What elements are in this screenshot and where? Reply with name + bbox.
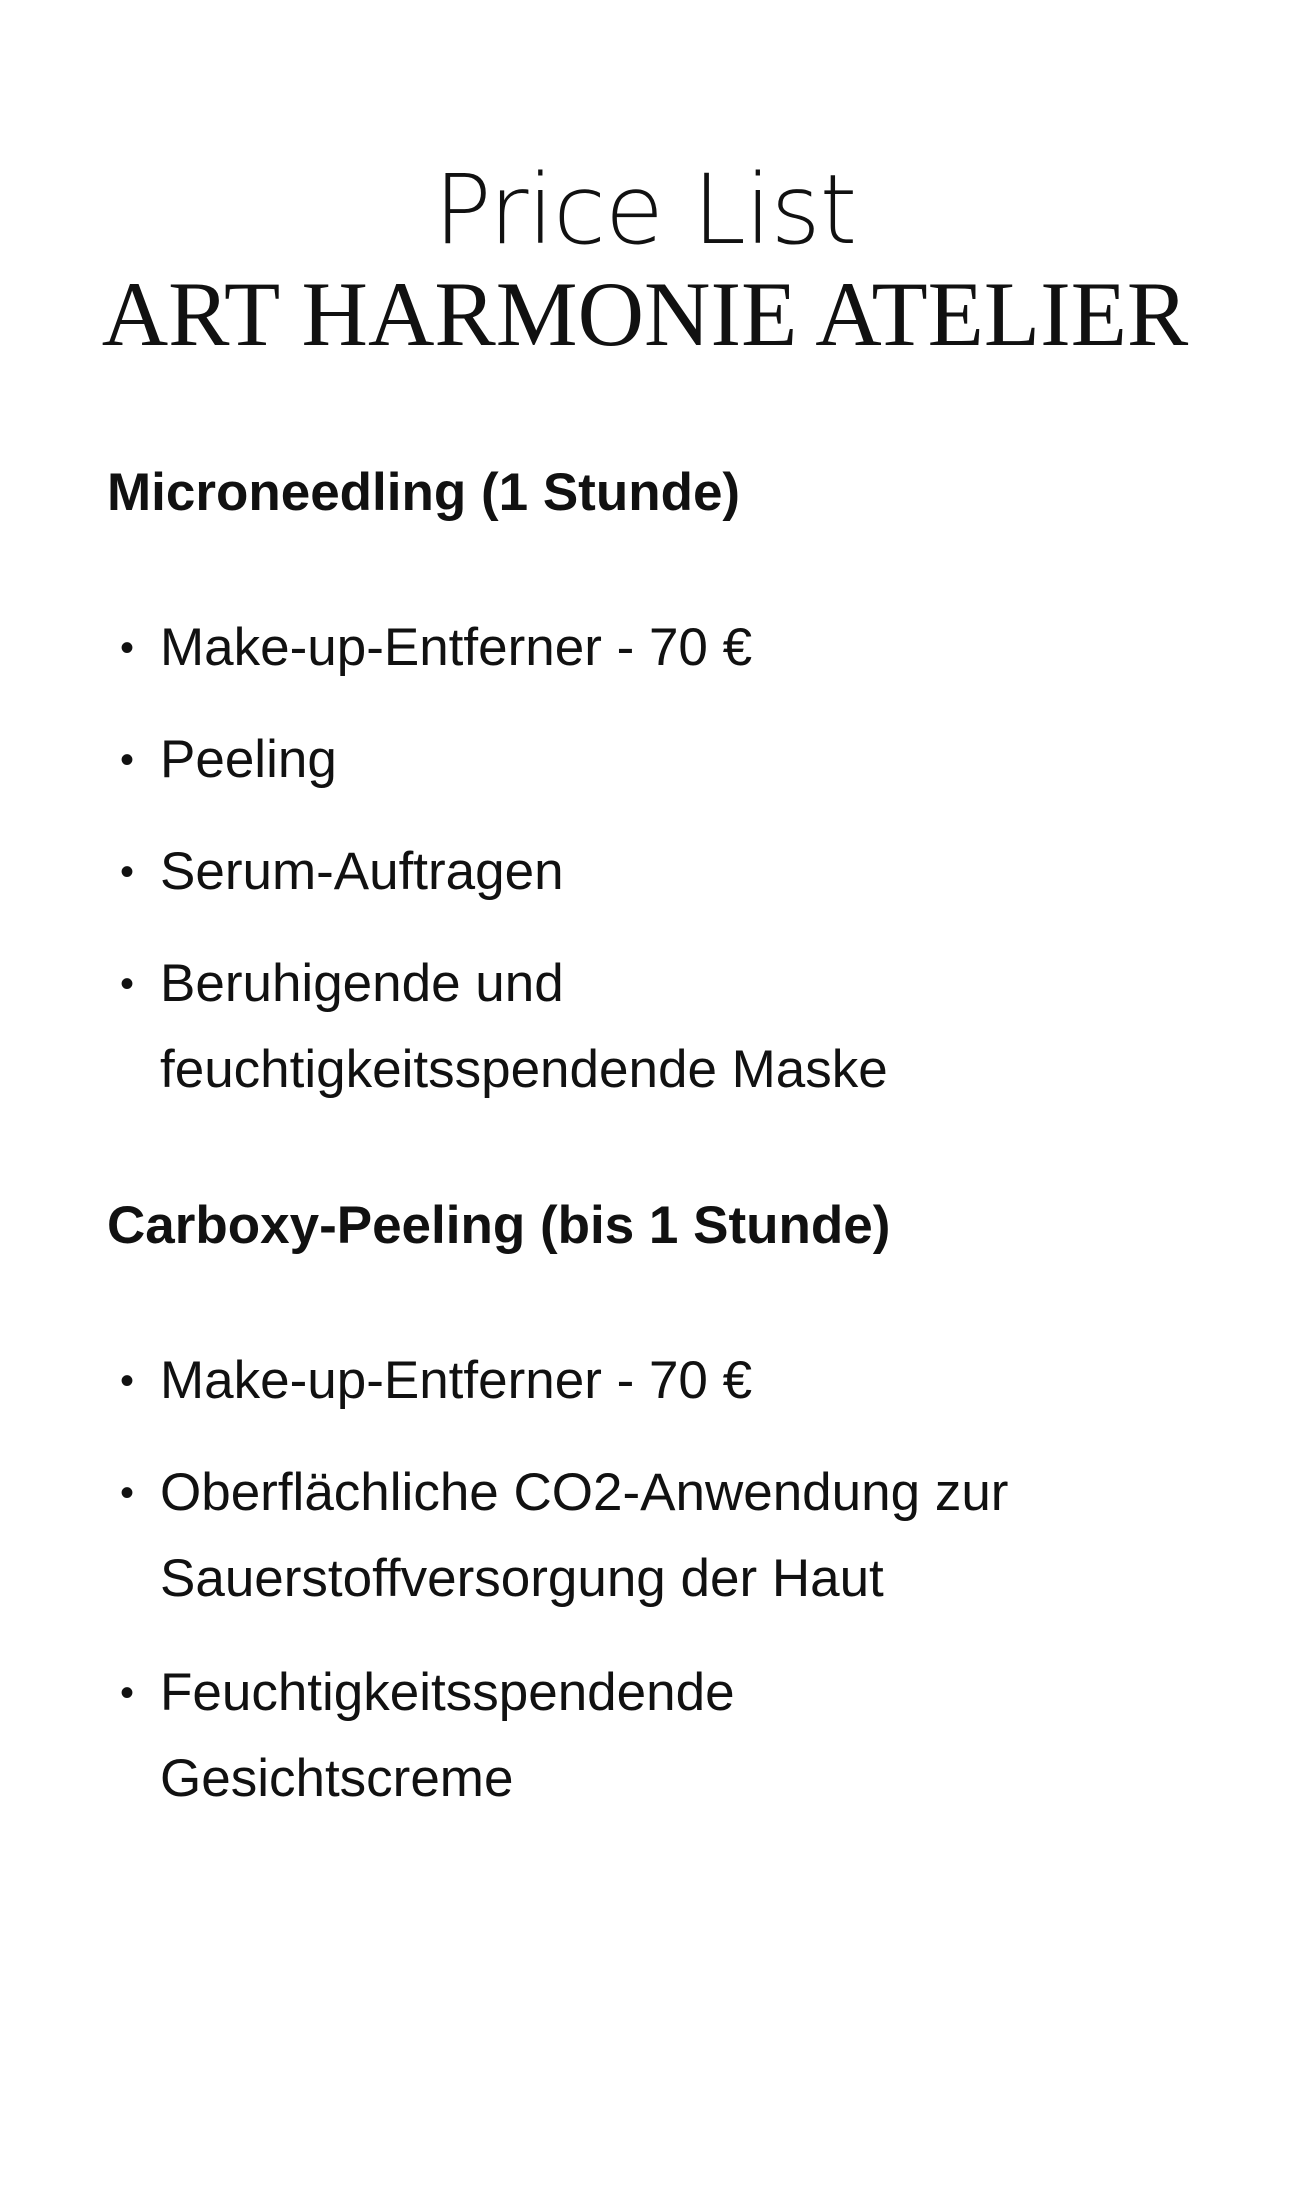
list-item-text: Make-up-Entferner - 70 € [160,618,753,677]
list-item-text: Make-up-Entferner - 70 € [160,1351,753,1410]
page-title: Price List [433,154,857,266]
bullet-icon: • [120,962,135,1006]
bullet-icon: • [120,1671,135,1715]
section-heading-carboxy-peeling: Carboxy-Peeling (bis 1 Stunde) [107,1196,891,1255]
list-item-text: Beruhigende und feuchtigkeitsspendende Maske [160,954,888,1099]
list-item [120,941,1030,1113]
list-item-text: Serum-Auftragen [160,842,564,901]
list-item [120,605,1190,691]
bullet-icon: • [120,626,135,670]
list-item [120,1450,1160,1622]
list-item [120,1650,980,1822]
list-item [120,717,1190,803]
list-item [120,1338,1190,1424]
section-heading-microneedling: Microneedling (1 Stunde) [107,463,741,522]
list-item-text: Peeling [160,730,337,789]
bullet-icon: • [120,850,135,894]
list-item-text: Oberflächliche CO2-Anwendung zur Sauerstoffversorgung der Haut [160,1463,1009,1608]
list-item [120,829,1190,915]
list-item-text: Feuchtigkeitsspendende Gesichtscreme [160,1663,735,1808]
brand-name: ART HARMONIE ATELIER [101,263,1189,365]
bullet-icon: • [120,1359,135,1403]
bullet-icon: • [120,738,135,782]
bullet-icon: • [120,1471,135,1515]
